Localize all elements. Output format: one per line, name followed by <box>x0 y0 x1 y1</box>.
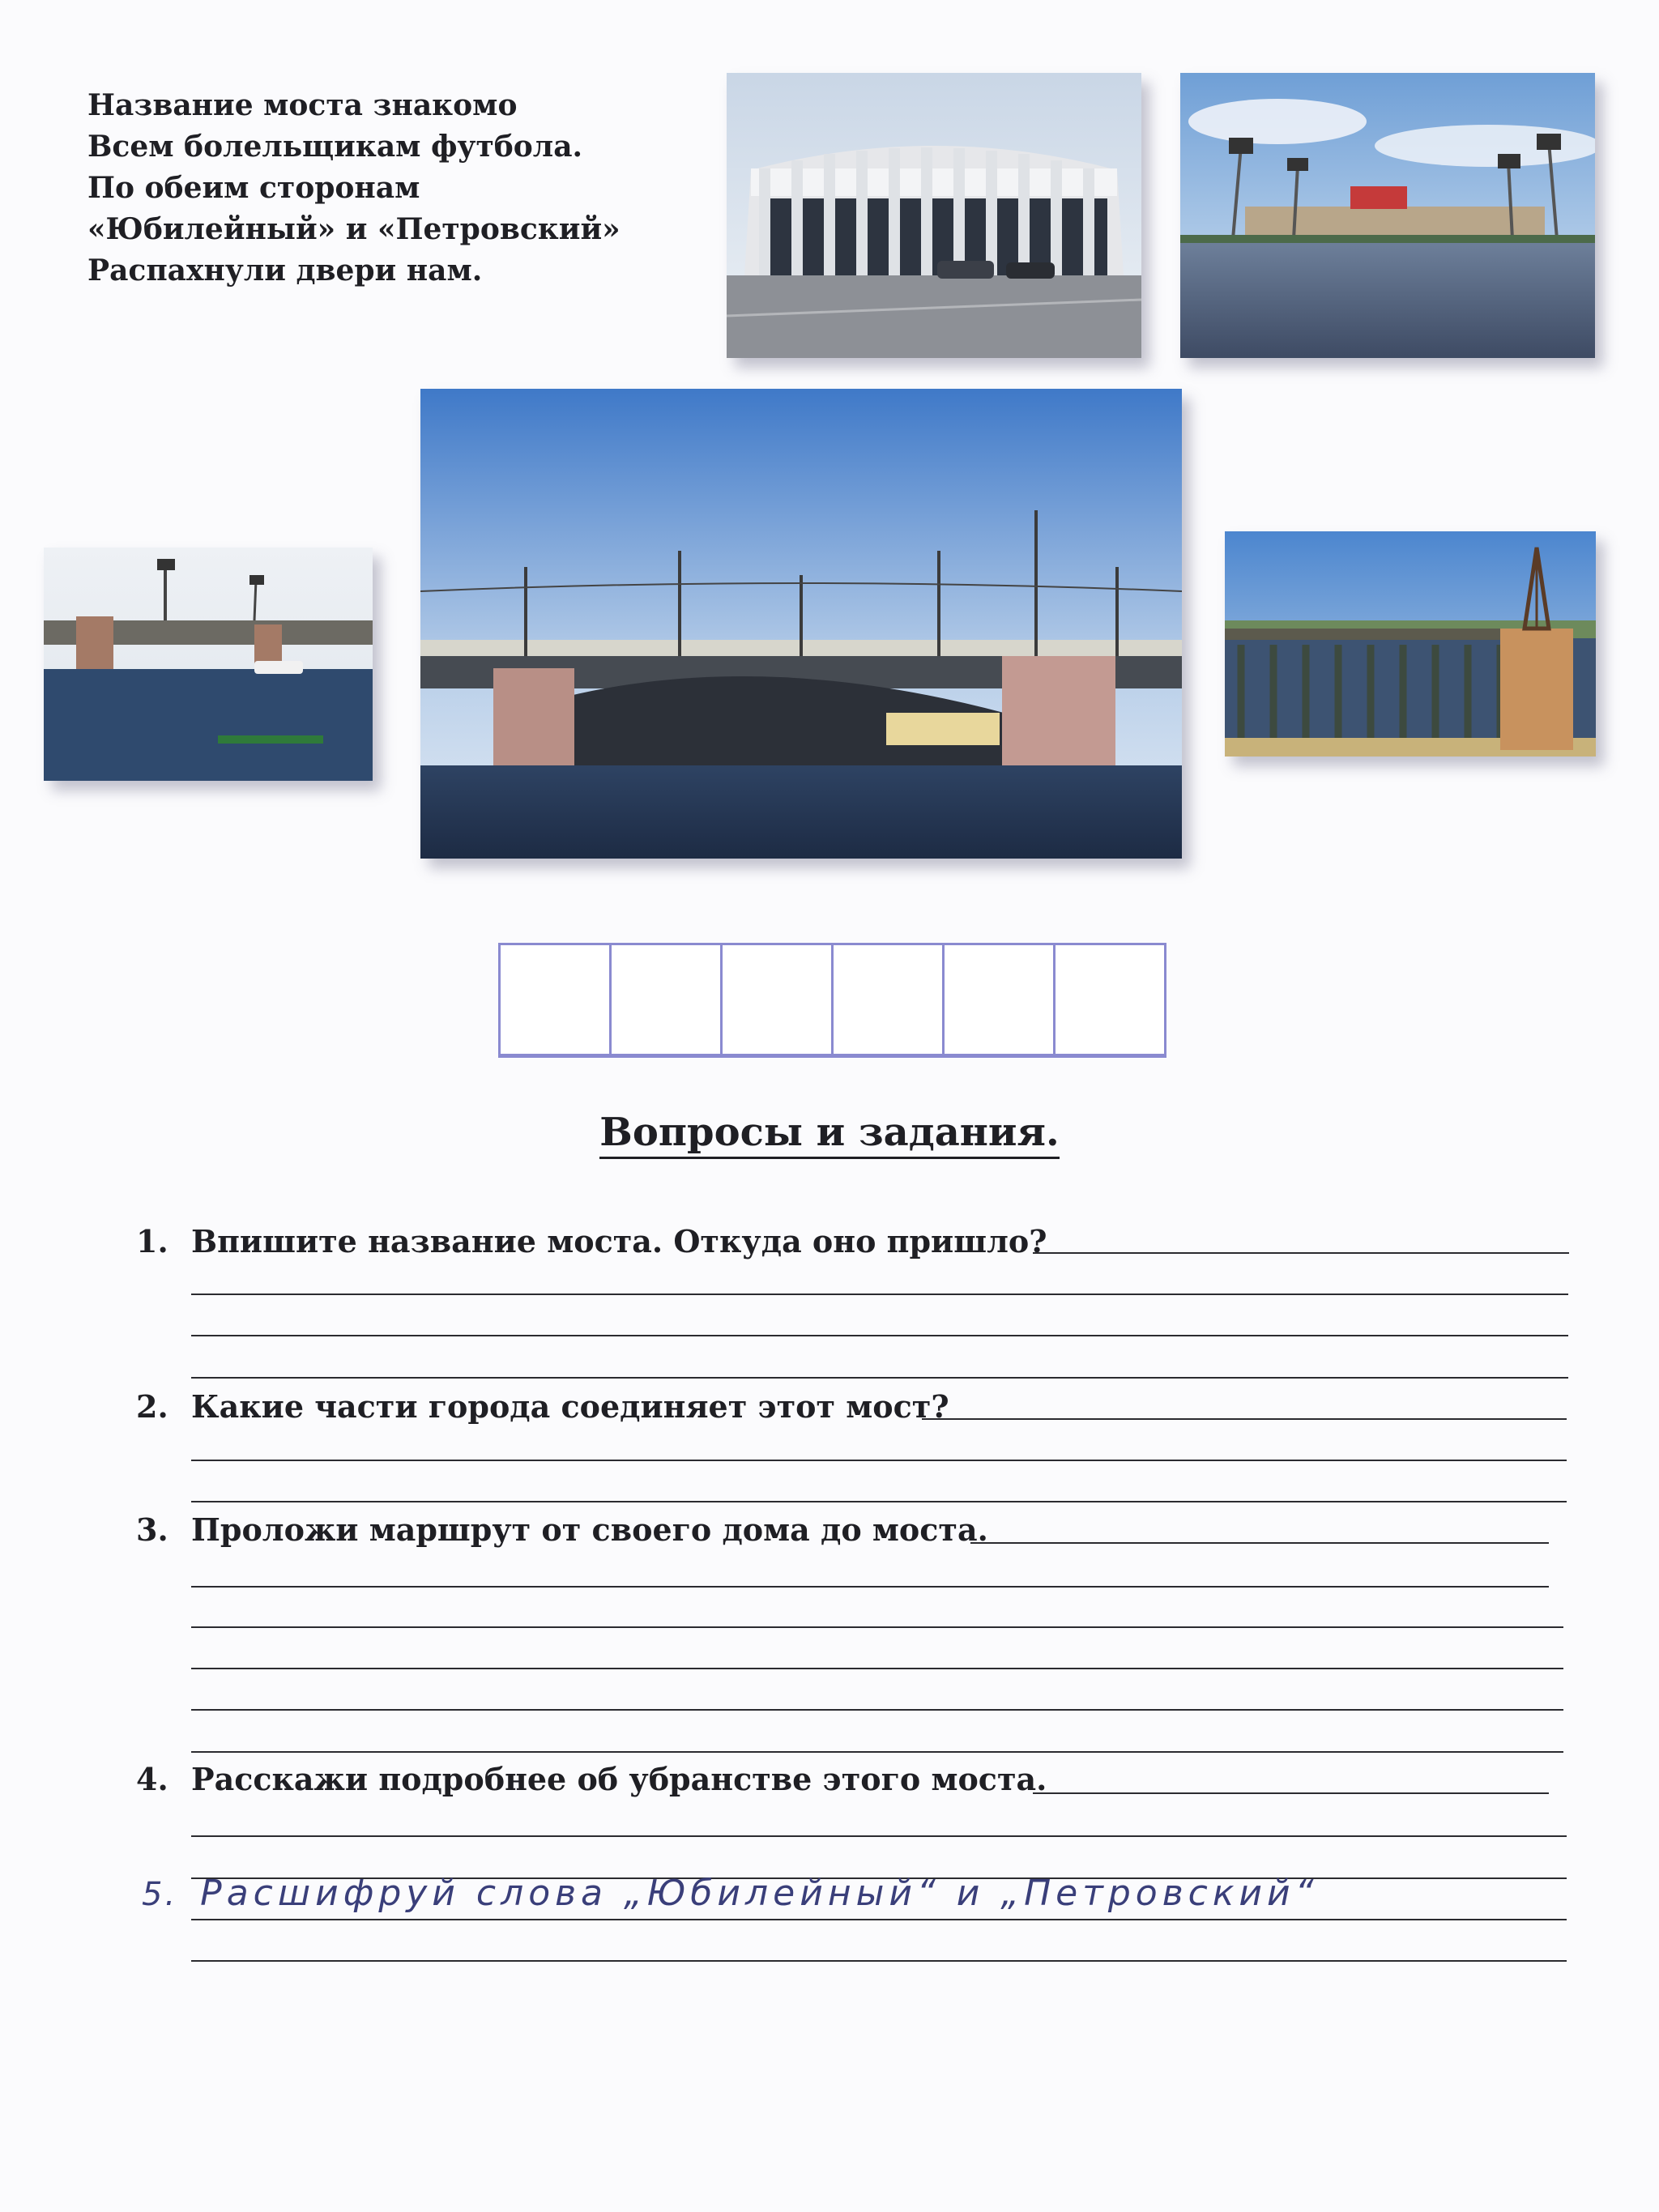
answer-line[interactable] <box>191 1460 1567 1461</box>
answer-line[interactable] <box>191 1835 1567 1837</box>
question-3-text: Проложи маршрут от своего дома до моста. <box>191 1511 988 1548</box>
letter-box[interactable] <box>834 945 945 1054</box>
letter-box[interactable] <box>723 945 834 1054</box>
question-4-text: Расскажи подробнее об убранстве этого моста. <box>191 1761 1047 1797</box>
answer-line[interactable] <box>1033 1792 1549 1794</box>
poem-line-5: Распахнули двери нам. <box>87 254 483 288</box>
answer-line[interactable] <box>191 1377 1568 1379</box>
answer-line[interactable] <box>191 1586 1549 1588</box>
bridge-main-photo <box>420 389 1182 859</box>
handwritten-task-number: 5. <box>142 1876 178 1913</box>
answer-letter-boxes <box>498 943 1166 1058</box>
stadium-across-river-photo <box>1180 73 1595 358</box>
letter-box[interactable] <box>945 945 1056 1054</box>
answer-line[interactable] <box>191 1709 1563 1711</box>
question-2-text: Какие части города соединяет этот мост? <box>191 1388 949 1425</box>
bridge-railing-photo <box>1225 531 1596 757</box>
answer-line[interactable] <box>1033 1252 1569 1254</box>
question-1-text: Впишите название моста. Откуда оно пришло? <box>191 1223 1047 1259</box>
answer-line[interactable] <box>970 1542 1549 1544</box>
answer-line[interactable] <box>191 1626 1563 1628</box>
poem-line-3: По обеим сторонам <box>87 171 420 205</box>
poem-line-2: Всем болельщикам футбола. <box>87 130 583 164</box>
answer-line[interactable] <box>191 1501 1567 1502</box>
handwritten-task <box>142 1873 1318 1914</box>
answer-line[interactable] <box>191 1294 1568 1295</box>
answer-line[interactable] <box>191 1960 1567 1962</box>
section-title <box>0 1110 1659 1155</box>
poem-line-4: «Юбилейный» и «Петровский» <box>87 212 621 246</box>
bridge-distant-view-photo <box>44 548 373 781</box>
section-title-text: Вопросы и задания. <box>599 1110 1059 1159</box>
answer-line[interactable] <box>922 1418 1567 1420</box>
answer-line[interactable] <box>191 1919 1567 1920</box>
sports-arena-photo <box>727 73 1141 358</box>
answer-line[interactable] <box>191 1335 1568 1336</box>
question-4-number: 4. <box>136 1761 168 1797</box>
poem-line-1: Название моста знакомо <box>87 88 518 122</box>
question-3-number: 3. <box>136 1511 168 1548</box>
letter-box[interactable] <box>1056 945 1164 1054</box>
question-2-number: 2. <box>136 1388 168 1425</box>
handwritten-task-text: Расшифруй слова „Юбилейный“ и „Петровский“ <box>200 1873 1319 1914</box>
poem <box>87 85 621 292</box>
answer-line[interactable] <box>191 1751 1563 1753</box>
question-1-number: 1. <box>136 1223 168 1259</box>
letter-box[interactable] <box>501 945 612 1054</box>
answer-line[interactable] <box>191 1668 1563 1669</box>
letter-box[interactable] <box>612 945 723 1054</box>
